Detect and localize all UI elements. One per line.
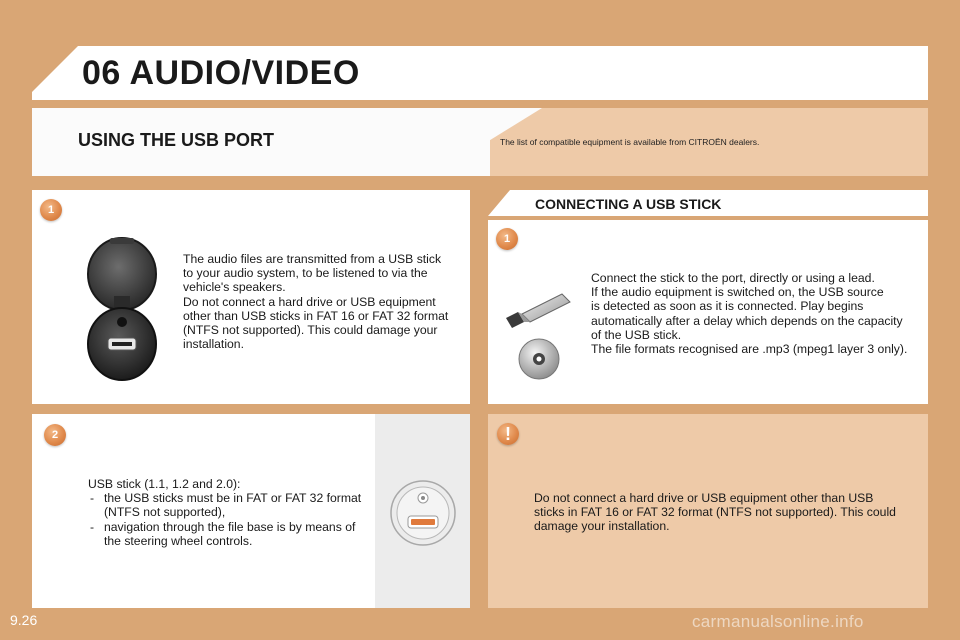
- usb-port-icon: [84, 236, 160, 386]
- warning-text: [534, 491, 924, 534]
- text-line: Do not connect a hard drive or USB equipment other than USB: [534, 491, 874, 505]
- usb-format-intro: USB stick (1.1, 1.2 and 2.0):: [88, 477, 241, 491]
- text-line: to your audio system, to be listened to via the: [183, 266, 428, 281]
- text-line: vehicle's speakers.: [183, 280, 286, 295]
- text-line: automatically after a delay which depends on the capacity: [591, 313, 903, 328]
- list-item: - the USB sticks must be in FAT or FAT 32 format (NTFS not supported),: [88, 491, 368, 519]
- text-line: Do not connect a hard drive or USB equipment: [183, 294, 436, 309]
- connecting-title: CONNECTING A USB STICK: [535, 196, 722, 212]
- step-badge-1: 1: [40, 199, 62, 221]
- text-line: Connect the stick to the port, directly or using a lead.: [591, 271, 875, 285]
- text-line: installation.: [183, 337, 244, 352]
- text-line: The file formats recognised are .mp3 (mpeg1 layer 3 only).: [591, 342, 908, 357]
- warning-icon: !: [497, 423, 519, 445]
- step-badge-2: 2: [44, 424, 66, 446]
- text-line: If the audio equipment is switched on, the USB source: [591, 285, 884, 300]
- usb-stick-icon: [500, 288, 580, 336]
- text-line: sticks in FAT 16 or FAT 32 format (NTFS not supported). This could: [534, 505, 896, 520]
- text-line: The audio files are transmitted from a USB stick: [183, 252, 442, 266]
- list-item: - navigation through the file base is by means of the steering wheel controls.: [88, 520, 368, 548]
- text-line: is detected as soon as it is connected. Play begins: [591, 299, 864, 314]
- text-line: (NTFS not supported). This could damage your: [183, 323, 438, 338]
- usb-format-bullets: [88, 491, 368, 548]
- section-title: USING THE USB PORT: [78, 130, 275, 150]
- connecting-text: [591, 271, 926, 356]
- step-badge-1b: 1: [496, 228, 518, 250]
- cd-disc-icon: [518, 338, 560, 380]
- watermark: carmanualsonline.info: [692, 612, 864, 631]
- text-line: of the USB stick.: [591, 327, 682, 342]
- chapter-title: 06 AUDIO/VIDEO: [82, 54, 360, 92]
- text-line: other than USB sticks in FAT 16 or FAT 32 format: [183, 308, 449, 323]
- text-line: damage your installation.: [534, 519, 670, 534]
- usb-socket-icon: [388, 478, 458, 548]
- usb-intro-text: [183, 252, 468, 351]
- page-number: 9.26: [10, 612, 38, 628]
- dealer-note: The list of compatible equipment is available from CITROËN dealers.: [500, 137, 760, 147]
- usb-format-text: [88, 477, 368, 548]
